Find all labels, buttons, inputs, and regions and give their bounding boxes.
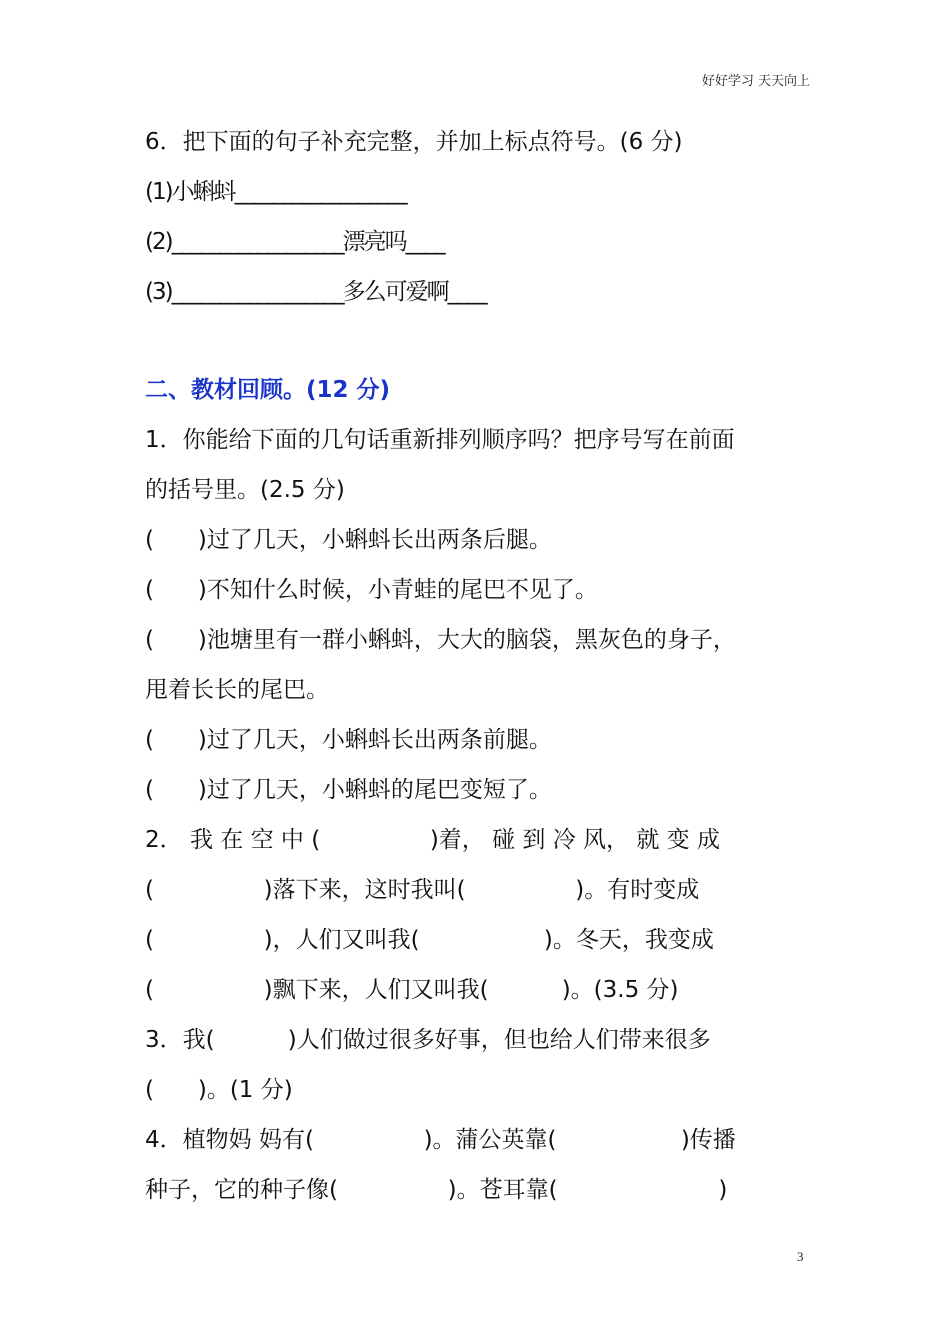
question-6-item-1: (1)小蝌蚪__________________ bbox=[145, 179, 406, 205]
s2-q3-line-1: 3．我( )人们做过很多好事，但也给人们带来很多 bbox=[145, 1027, 711, 1053]
s2-q4-line-1: 4．植物妈 妈有( )。蒲公英靠( )传播 bbox=[145, 1127, 736, 1153]
s2-q3-line-2: ( )。(1 分) bbox=[145, 1077, 293, 1103]
page-number: 3 bbox=[797, 1249, 804, 1264]
question-6-title: 6．把下面的句子补充完整，并加上标点符号。(6 分) bbox=[145, 129, 683, 155]
section-2-title: 二、教材回顾。(12 分) bbox=[145, 377, 391, 403]
question-6-item-3: (3)__________________多么可爱啊____ bbox=[145, 279, 486, 305]
s2-q2-line-2: ( )落下来，这时我叫( )。有时变成 bbox=[145, 877, 700, 903]
question-6-item-2: (2)__________________漂亮吗____ bbox=[145, 229, 444, 255]
s2-q1-line-2: 的括号里。(2.5 分) bbox=[145, 477, 345, 503]
s2-q2-line-4: ( )飘下来，人们又叫我( )。(3.5 分) bbox=[145, 977, 679, 1003]
s2-q2-line-3: ( )，人们又叫我( )。冬天，我变成 bbox=[145, 927, 714, 953]
s2-q1-option-3b: 甩着长长的尾巴。 bbox=[145, 677, 329, 703]
s2-q1-option-1: ( )过了几天，小蝌蚪长出两条后腿。 bbox=[145, 527, 552, 553]
page-header: 好好学习 天天向上 bbox=[701, 74, 810, 89]
s2-q1-option-5: ( )过了几天，小蝌蚪的尾巴变短了。 bbox=[145, 777, 552, 803]
s2-q1-option-4: ( )过了几天，小蝌蚪长出两条前腿。 bbox=[145, 727, 552, 753]
s2-q4-line-2: 种子，它的种子像( )。苍耳靠( ) bbox=[145, 1177, 728, 1203]
s2-q2-line-1: 2． 我 在 空 中 ( )着， 碰 到 冷 风， 就 变 成 bbox=[145, 827, 720, 853]
s2-q1-option-2: ( )不知什么时候，小青蛙的尾巴不见了。 bbox=[145, 577, 598, 603]
s2-q1-option-3a: ( )池塘里有一群小蝌蚪，大大的脑袋，黑灰色的身子， bbox=[145, 627, 736, 653]
s2-q1-line-1: 1．你能给下面的几句话重新排列顺序吗？把序号写在前面 bbox=[145, 427, 735, 453]
